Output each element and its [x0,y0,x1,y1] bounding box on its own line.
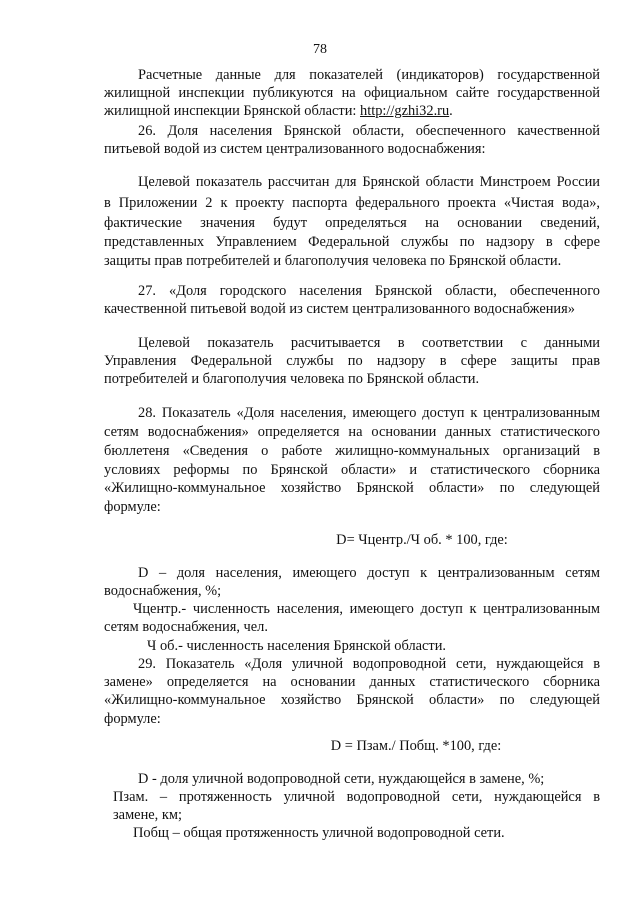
text-line: 29. Показатель «Доля уличной водопроводной сети, нуждающейся в [138,656,600,672]
text-line: Целевой показатель рассчитан для Брянской области Минстроем России [138,174,600,190]
text-line: Пзам. – протяженность уличной водопроводной сети, нуждающейся в [113,789,600,805]
text-line: жилищной инспекции публикуются на официальном сайте государственной [104,85,600,101]
text-line: питьевой водой из систем централизованного водоснабжения: [104,141,486,157]
text-line: 27. «Доля городского населения Брянской области, обеспеченного [138,283,600,299]
text-line: «Жилищно-коммунальное хозяйство Брянской области» по следующей [104,480,600,496]
page-number: 78 [313,42,327,57]
text-line: замене» определяется на основании данных статистического сборника [104,674,600,690]
text-line: Управления Федеральной службы по надзору в сфере защиты прав [104,353,600,369]
text-line: условиях реформы по Брянской области» и статистического сборника [104,462,600,478]
text-line: сетям водоснабжения» определяется на основании данных статистического [104,424,600,440]
text-line: потребителей и благополучия человека по Брянской области. [104,371,480,387]
text-line: Расчетные данные для показателей (индикаторов) государственной [138,67,600,83]
text-line: формуле: [104,711,161,727]
text-line: жилищной инспекции Брянской области: http://gzhi32.ru. [104,103,453,119]
text-line: «Жилищно-коммунальное хозяйство Брянской области» по следующей [104,692,600,708]
text-line: Ч об.- численность населения Брянской области. [147,638,446,654]
website-link[interactable]: http://gzhi32.ru [360,103,450,119]
text-line: фактические значения будут определяться на основании сведений, [104,215,600,231]
text-line: представленных Управлением Федеральной службы по надзору в сфере [104,234,600,250]
text-line: бюллетеня «Сведения о работе жилищно-коммунальных организаций в [104,443,600,459]
text-line: Побщ – общая протяженность уличной водопроводной сети. [133,825,505,841]
text-line: формуле: [104,499,161,515]
text-line: D – доля населения, имеющего доступ к централизованным сетям [138,565,600,581]
text-line: в Приложении 2 к проекту паспорта федерального проекта «Чистая вода», [104,195,600,211]
text-line: качественной питьевой водой из систем централизованного водоснабжения» [104,301,575,317]
text-line: сетям водоснабжения, чел. [104,619,268,635]
text-line: Целевой показатель расчитывается в соответствии с данными [138,335,600,351]
text-line: замене, км; [113,807,182,823]
text-line: водоснабжения, %; [104,583,222,599]
text-line: D - доля уличной водопроводной сети, нуждающейся в замене, %; [138,771,545,787]
text-line: 28. Показатель «Доля населения, имеющего доступ к централизованным [138,405,600,421]
formula-1: D= Чцентр./Ч об. * 100, где: [336,532,508,548]
formula-2: D = Пзам./ Побщ. *100, где: [330,738,502,754]
text-line: защиты прав потребителей и благополучия человека по Брянской области. [104,253,562,269]
text-line: Чцентр.- численность населения, имеющего доступ к централизованным [133,601,600,617]
text-line: 26. Доля населения Брянской области, обеспеченного качественной [138,123,600,139]
